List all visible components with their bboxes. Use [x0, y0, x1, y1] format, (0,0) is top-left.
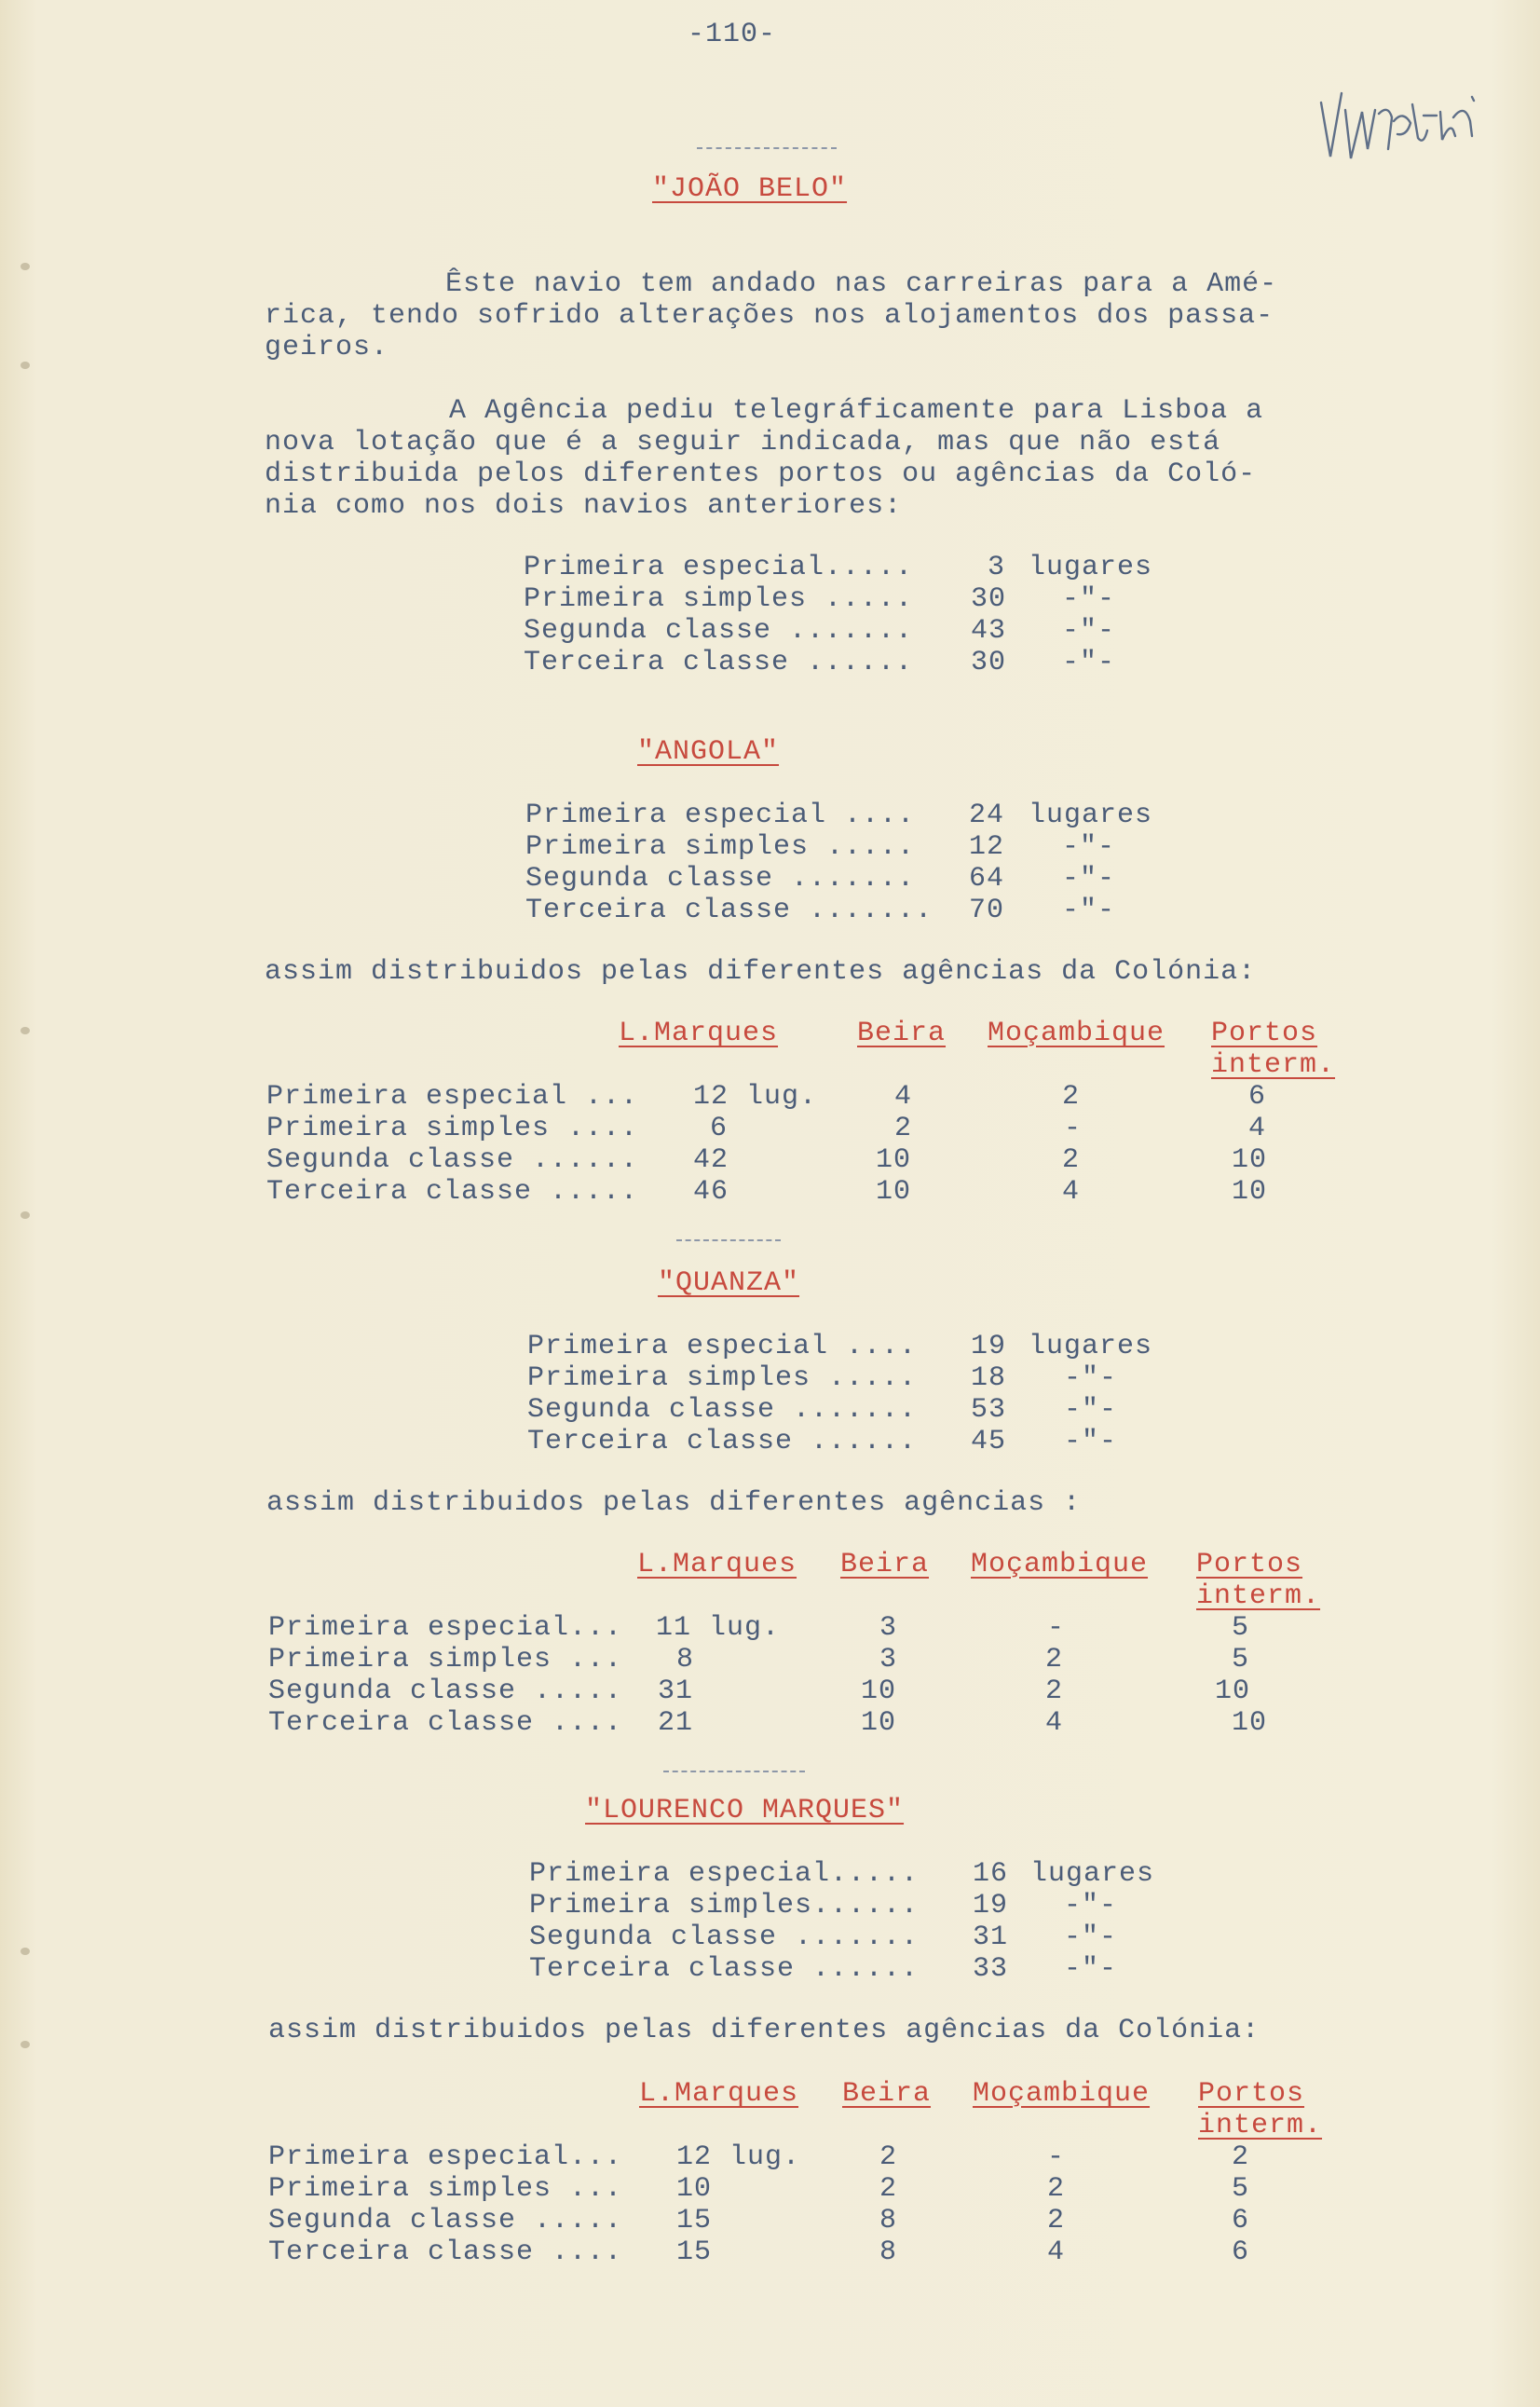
row-label: Primeira especial ...	[266, 1081, 639, 1113]
cell-portos: 5	[1232, 1644, 1250, 1675]
cell-portos: 5	[1232, 1612, 1250, 1644]
cell-beira: 10	[861, 1675, 897, 1707]
cell-mocambique: -	[1047, 1612, 1066, 1644]
class-label: Primeira especial ....	[527, 1331, 918, 1362]
cell-lmarques: 12 lug.	[693, 1081, 818, 1113]
class-unit: -"-	[1062, 615, 1116, 647]
cell-mocambique: 2	[1047, 2173, 1066, 2205]
col-header-portos: Portos	[1198, 2078, 1305, 2110]
cell-mocambique: -	[1047, 2141, 1066, 2173]
class-unit: -"-	[1062, 863, 1116, 895]
col-header-mocambique: Moçambique	[973, 2078, 1151, 2110]
cell-portos: 6	[1232, 2205, 1250, 2236]
cell-lmarques: 46	[693, 1176, 729, 1208]
cell-mocambique: 2	[1045, 1675, 1064, 1707]
ship-title-joao-belo: "JOÃO BELO"	[652, 173, 848, 205]
paragraph-line: nova lotação que é a seguir indicada, mas que não está	[265, 427, 1221, 458]
class-value: 30	[971, 583, 1007, 615]
class-unit: -"-	[1062, 895, 1116, 926]
cell-lmarques: 10	[676, 2173, 713, 2205]
cell-mocambique: -	[1064, 1113, 1083, 1144]
row-label: Segunda classe ......	[266, 1144, 639, 1176]
class-label: Segunda classe .......	[527, 1394, 918, 1426]
row-label: Primeira especial...	[268, 1612, 623, 1644]
ship-title-quanza: "QUANZA"	[658, 1267, 800, 1299]
separator	[697, 147, 837, 149]
cell-mocambique: 2	[1062, 1081, 1081, 1113]
punch-mark	[20, 263, 30, 270]
cell-lmarques: 12 lug.	[676, 2141, 801, 2173]
col-header-mocambique: Moçambique	[988, 1018, 1165, 1049]
handwritten-signature	[1314, 56, 1509, 196]
cell-lmarques: 15	[676, 2205, 713, 2236]
class-unit: -"-	[1064, 1921, 1118, 1953]
cell-mocambique: 2	[1062, 1144, 1081, 1176]
col-header-beira: Beira	[842, 2078, 932, 2110]
col-header-interm: interm.	[1198, 2110, 1323, 2141]
cell-portos: 10	[1232, 1707, 1268, 1739]
class-value: 19	[971, 1331, 1007, 1362]
class-value: 45	[971, 1426, 1007, 1457]
cell-beira: 3	[879, 1644, 898, 1675]
paragraph-line: geiros.	[265, 332, 389, 363]
distribution-intro: assim distribuidos pelas diferentes agências :	[266, 1487, 1082, 1519]
col-header-lmarques: L.Marques	[639, 2078, 799, 2110]
page-number: -110-	[688, 19, 777, 50]
row-label: Terceira classe ....	[268, 1707, 623, 1739]
class-value: 19	[973, 1890, 1009, 1921]
paragraph-line: nia como nos dois navios anteriores:	[265, 490, 903, 522]
class-label: Segunda classe .......	[525, 863, 916, 895]
cell-lmarques: 6	[710, 1113, 729, 1144]
col-header-beira: Beira	[840, 1549, 930, 1580]
col-header-interm: interm.	[1211, 1049, 1336, 1081]
class-unit: -"-	[1064, 1362, 1118, 1394]
cell-beira: 2	[894, 1113, 913, 1144]
cell-mocambique: 4	[1047, 2236, 1066, 2268]
cell-mocambique: 4	[1045, 1707, 1064, 1739]
class-unit: lugares	[1029, 1331, 1153, 1362]
punch-mark	[20, 362, 30, 369]
punch-mark	[20, 1027, 30, 1034]
cell-portos: 5	[1232, 2173, 1250, 2205]
cell-beira: 8	[879, 2205, 898, 2236]
class-label: Primeira simples......	[529, 1890, 920, 1921]
paragraph-line: A Agência pediu telegráficamente para Lisboa a	[449, 395, 1264, 427]
paragraph-line: distribuida pelos diferentes portos ou agências da Coló-	[265, 458, 1257, 490]
cell-mocambique: 4	[1062, 1176, 1081, 1208]
cell-portos: 6	[1232, 2236, 1250, 2268]
cell-beira: 8	[879, 2236, 898, 2268]
class-label: Primeira simples .....	[525, 831, 916, 863]
class-label: Terceira classe ......	[529, 1953, 920, 1985]
class-label: Primeira especial ....	[525, 800, 916, 831]
punch-mark	[20, 1948, 30, 1955]
separator	[676, 1239, 781, 1241]
class-unit: lugares	[1030, 1858, 1155, 1890]
class-unit: lugares	[1029, 552, 1153, 583]
cell-portos: 2	[1232, 2141, 1250, 2173]
class-value: 31	[973, 1921, 1009, 1953]
class-label: Terceira classe .......	[525, 895, 934, 926]
row-label: Segunda classe .....	[268, 2205, 623, 2236]
col-header-portos: Portos	[1211, 1018, 1318, 1049]
cell-lmarques: 11 lug.	[656, 1612, 781, 1644]
cell-beira: 10	[861, 1707, 897, 1739]
cell-beira: 3	[879, 1612, 898, 1644]
class-unit: -"-	[1062, 583, 1116, 615]
row-label: Primeira especial...	[268, 2141, 623, 2173]
class-value: 53	[971, 1394, 1007, 1426]
cell-beira: 10	[876, 1176, 912, 1208]
cell-lmarques: 42	[693, 1144, 729, 1176]
cell-lmarques: 8	[676, 1644, 695, 1675]
class-unit: -"-	[1064, 1426, 1118, 1457]
class-unit: lugares	[1029, 800, 1153, 831]
row-label: Primeira simples ...	[268, 1644, 623, 1675]
cell-beira: 2	[879, 2173, 898, 2205]
class-label: Primeira simples .....	[527, 1362, 918, 1394]
cell-lmarques: 15	[676, 2236, 713, 2268]
class-value: 24	[969, 800, 1005, 831]
class-value: 30	[971, 647, 1007, 678]
col-header-lmarques: L.Marques	[619, 1018, 779, 1049]
cell-lmarques: 31	[658, 1675, 694, 1707]
class-label: Terceira classe ......	[524, 647, 914, 678]
ship-title-angola: "ANGOLA"	[637, 736, 780, 768]
punch-mark	[20, 2041, 30, 2048]
cell-mocambique: 2	[1047, 2205, 1066, 2236]
cell-beira: 4	[894, 1081, 913, 1113]
class-unit: -"-	[1064, 1394, 1118, 1426]
paragraph-line: rica, tendo sofrido alterações nos alojamentos dos passa-	[265, 300, 1274, 332]
class-label: Primeira simples .....	[524, 583, 914, 615]
class-value: 16	[973, 1858, 1009, 1890]
class-label: Segunda classe .......	[524, 615, 914, 647]
cell-beira: 2	[879, 2141, 898, 2173]
class-label: Primeira especial.....	[524, 552, 914, 583]
class-value: 18	[971, 1362, 1007, 1394]
class-unit: -"-	[1064, 1890, 1118, 1921]
cell-portos: 10	[1232, 1176, 1268, 1208]
class-unit: -"-	[1062, 831, 1116, 863]
class-value: 12	[969, 831, 1005, 863]
class-value: 33	[973, 1953, 1009, 1985]
cell-portos: 6	[1248, 1081, 1267, 1113]
cell-portos: 10	[1215, 1675, 1251, 1707]
cell-beira: 10	[876, 1144, 912, 1176]
col-header-mocambique: Moçambique	[971, 1549, 1149, 1580]
class-value: 64	[969, 863, 1005, 895]
class-label: Terceira classe ......	[527, 1426, 918, 1457]
class-value: 43	[971, 615, 1007, 647]
row-label: Segunda classe .....	[268, 1675, 623, 1707]
row-label: Terceira classe .....	[266, 1176, 639, 1208]
ship-title-lourenco-marques: "LOURENCO MARQUES"	[585, 1795, 905, 1826]
cell-portos: 4	[1248, 1113, 1267, 1144]
distribution-intro: assim distribuidos pelas diferentes agências da Colónia:	[265, 956, 1257, 988]
col-header-lmarques: L.Marques	[637, 1549, 797, 1580]
cell-portos: 10	[1232, 1144, 1268, 1176]
separator	[663, 1771, 805, 1772]
row-label: Primeira simples ...	[268, 2173, 623, 2205]
class-value: 3	[988, 552, 1006, 583]
cell-lmarques: 21	[658, 1707, 694, 1739]
col-header-beira: Beira	[857, 1018, 947, 1049]
class-unit: -"-	[1062, 647, 1116, 678]
row-label: Primeira simples ....	[266, 1113, 639, 1144]
cell-mocambique: 2	[1045, 1644, 1064, 1675]
class-value: 70	[969, 895, 1005, 926]
class-label: Segunda classe .......	[529, 1921, 920, 1953]
col-header-portos: Portos	[1196, 1549, 1303, 1580]
distribution-intro: assim distribuidos pelas diferentes agências da Colónia:	[268, 2015, 1261, 2046]
col-header-interm: interm.	[1196, 1580, 1321, 1612]
punch-mark	[20, 1211, 30, 1219]
class-unit: -"-	[1064, 1953, 1118, 1985]
paragraph-line: Êste navio tem andado nas carreiras para a Amé-	[445, 268, 1278, 300]
class-label: Primeira especial.....	[529, 1858, 920, 1890]
row-label: Terceira classe ....	[268, 2236, 623, 2268]
